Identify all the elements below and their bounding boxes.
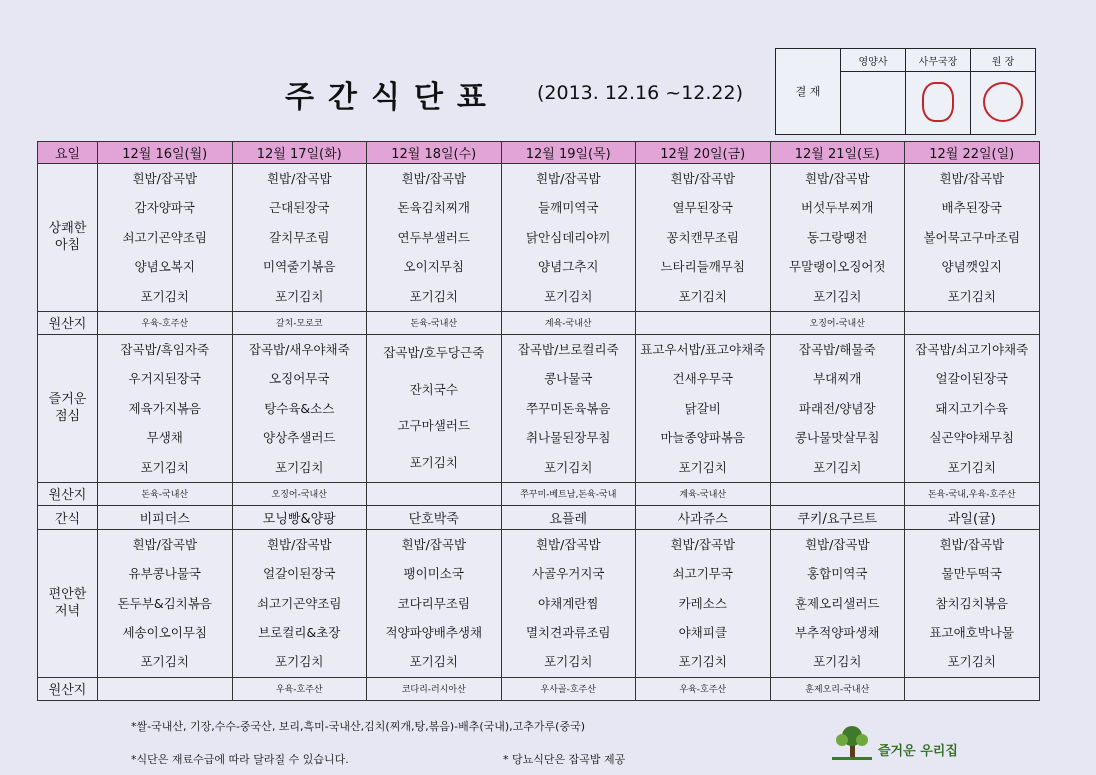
- dish-item: 유부콩나물국: [128, 566, 201, 582]
- snack-cell: 사과쥬스: [636, 505, 771, 529]
- dish-item: 우거지된장국: [128, 371, 201, 387]
- dish-item: 흰밥/잡곡밥: [266, 171, 332, 186]
- dish-item: 코다리무조림: [397, 595, 470, 611]
- dish-item: 잡곡밥/해물죽: [798, 341, 876, 357]
- dish-item: 파래전/양념장: [798, 400, 876, 416]
- dish-item: 멸치견과류조림: [525, 625, 611, 641]
- dish-item: 오징어무국: [269, 371, 330, 387]
- dish-item: 고구마샐러드: [397, 418, 470, 434]
- origin-cell: 돈육-국내산: [98, 482, 233, 505]
- approval-role-director: 원 장: [971, 49, 1036, 72]
- origin-cell: [98, 677, 233, 700]
- dish-item: 포기김치: [813, 288, 862, 304]
- dish-item: 부추적양파생채: [794, 625, 880, 641]
- snack-label: 간식: [38, 505, 98, 529]
- lunch-origin-row: [38, 482, 1040, 505]
- dish-item: 포기김치: [544, 459, 593, 475]
- day-header-3: 12월 19일(목): [501, 142, 636, 164]
- dish-item: 포기김치: [544, 654, 593, 670]
- day-header-6: 12월 22일(일): [905, 142, 1040, 164]
- breakfast-row: [38, 164, 1040, 312]
- dish-item: 흰밥/잡곡밥: [670, 171, 736, 186]
- lunch-day-cell: [770, 334, 905, 482]
- dish-item: 흰밥/잡곡밥: [804, 171, 870, 186]
- dish-item: 포기김치: [678, 459, 727, 475]
- dish-item: 들깨미역국: [538, 200, 599, 216]
- dish-item: 닭안심데리야끼: [525, 229, 611, 245]
- note-menu-change: *식단은 재료수급에 따라 달라질 수 있습니다.: [131, 753, 349, 766]
- page-title: 주간식단표: [285, 80, 500, 115]
- day-header-4: 12월 20일(금): [636, 142, 771, 164]
- note-origin: *쌀-국내산, 기장,수수-중국산, 보리,흑미-국내산,김치(찌개,탕,볶음)-배추(국내),고추가루(중국): [131, 720, 585, 733]
- dish-item: 흰밥/잡곡밥: [401, 171, 467, 186]
- dish-item: 포기김치: [813, 654, 862, 670]
- lunch-day-cell: [501, 334, 636, 482]
- dish-item: 흰밥/잡곡밥: [535, 536, 601, 552]
- dish-item: 훈제오리샐러드: [794, 595, 880, 611]
- dish-item: 표고애호박나물: [929, 625, 1015, 641]
- dinner-label: [38, 529, 98, 677]
- dish-item: 흰밥/잡곡밥: [535, 171, 601, 186]
- dish-item: 닭갈비: [684, 400, 721, 416]
- snack-cell: 쿠키/요구르트: [770, 505, 905, 529]
- origin-label: 원산지: [38, 677, 98, 700]
- snack-cell: 단호박죽: [367, 505, 502, 529]
- dish-item: 돈두부&김치볶음: [117, 595, 212, 611]
- day-header-2: 12월 18일(수): [367, 142, 502, 164]
- day-header-label: 요일: [38, 142, 98, 164]
- dish-item: 잔치국수: [409, 381, 458, 397]
- origin-cell: [905, 311, 1040, 334]
- dish-item: 얼갈이된장국: [263, 566, 336, 582]
- origin-cell: 계육-국내산: [501, 311, 636, 334]
- dish-item: 부대찌개: [813, 371, 862, 387]
- dish-item: 홍합미역국: [807, 566, 868, 582]
- weekly-menu-table: [37, 141, 1040, 701]
- dish-item: 포기김치: [409, 288, 458, 304]
- breakfast-day-cell: [501, 164, 636, 312]
- origin-label: 원산지: [38, 482, 98, 505]
- origin-cell: 돈육-국내,우육-호주산: [905, 482, 1040, 505]
- lunch-day-cell: [232, 334, 367, 482]
- origin-cell: [770, 482, 905, 505]
- dish-item: 포기김치: [947, 654, 996, 670]
- breakfast-origin-row: [38, 311, 1040, 334]
- dish-item: 쇠고기무국: [672, 566, 733, 582]
- breakfast-label-line: 상쾌한: [48, 221, 87, 237]
- origin-cell: 훈제오리-국내산: [770, 677, 905, 700]
- dish-item: 흰밥/잡곡밥: [939, 536, 1005, 552]
- approval-role-dietitian: 영양사: [841, 49, 906, 72]
- day-header-0: 12월 16일(월): [98, 142, 233, 164]
- tree-logo-icon: [828, 724, 876, 764]
- dish-item: 버섯두부찌개: [801, 200, 874, 216]
- dish-item: 취나물된장무침: [525, 430, 611, 446]
- dish-item: 무생채: [146, 430, 183, 446]
- dinner-day-cell: [636, 529, 771, 677]
- origin-cell: 오징어-국내산: [770, 311, 905, 334]
- dish-item: 근대된장국: [269, 200, 330, 216]
- dish-item: 돈육김치찌개: [397, 200, 470, 216]
- dish-item: 흰밥/잡곡밥: [401, 536, 467, 552]
- dish-item: 쇠고기곤약조림: [256, 595, 342, 611]
- dish-item: 건새우무국: [672, 371, 733, 387]
- dish-item: 콩나물국: [544, 371, 593, 387]
- dish-item: 마늘종양파볶음: [660, 430, 746, 446]
- dinner-day-cell: [367, 529, 502, 677]
- day-header-1: 12월 17일(화): [232, 142, 367, 164]
- dish-item: 잡곡밥/흑임자죽: [120, 341, 210, 357]
- snack-cell: 비피더스: [98, 505, 233, 529]
- dish-item: 흰밥/잡곡밥: [132, 536, 198, 552]
- dish-item: 흰밥/잡곡밥: [266, 536, 332, 552]
- dish-item: 얼갈이된장국: [935, 371, 1008, 387]
- origin-cell: [636, 311, 771, 334]
- dish-item: 열무된장국: [672, 200, 733, 216]
- origin-cell: [367, 482, 502, 505]
- dish-item: 연두부샐러드: [397, 229, 470, 245]
- dish-item: 포기김치: [275, 288, 324, 304]
- day-header-row: [38, 142, 1040, 164]
- dish-item: 야채계란찜: [538, 595, 599, 611]
- dish-item: 포기김치: [544, 288, 593, 304]
- dish-item: 갈치무조림: [269, 229, 330, 245]
- dish-item: 오이지무침: [403, 259, 464, 275]
- lunch-day-cell: [367, 334, 502, 482]
- origin-cell: 오징어-국내산: [232, 482, 367, 505]
- dish-item: 잡곡밥/새우야채죽: [248, 341, 350, 357]
- lunch-day-cell: [636, 334, 771, 482]
- lunch-label: [38, 334, 98, 482]
- dish-item: 포기김치: [140, 654, 189, 670]
- origin-cell: 우육-호주산: [636, 677, 771, 700]
- origin-cell: 갈치-모로코: [232, 311, 367, 334]
- dish-item: 포기김치: [275, 654, 324, 670]
- lunch-label-line: 점심: [54, 409, 81, 425]
- dish-item: 참치김치볶음: [935, 595, 1008, 611]
- dish-item: 미역줄기볶음: [263, 259, 336, 275]
- dish-item: 적양파양배추생채: [385, 625, 483, 641]
- dish-item: 배추된장국: [941, 200, 1002, 216]
- dish-item: 잡곡밥/브로컬리죽: [517, 341, 619, 357]
- dish-item: 감자양파국: [134, 200, 195, 216]
- origin-cell: [905, 677, 1040, 700]
- dish-item: 꽁치캔무조림: [666, 229, 739, 245]
- seal-stamp: [983, 82, 1023, 122]
- dish-item: 탕수육&소스: [264, 400, 335, 416]
- breakfast-day-cell: [367, 164, 502, 312]
- breakfast-label-line: 아침: [54, 238, 81, 254]
- date-range: (2013. 12.16 ~12.22): [537, 82, 744, 104]
- dish-item: 실곤약야채무침: [929, 430, 1015, 446]
- dish-item: 양념깻잎지: [941, 259, 1002, 275]
- origin-cell: 계육-국내산: [636, 482, 771, 505]
- dish-item: 흰밥/잡곡밥: [670, 536, 736, 552]
- dinner-label-line: 편안한: [48, 587, 87, 603]
- dish-item: 브로컬리&초장: [258, 625, 341, 641]
- dish-item: 포기김치: [947, 459, 996, 475]
- dish-item: 포기김치: [678, 288, 727, 304]
- dish-item: 포기김치: [140, 288, 189, 304]
- origin-cell: 우육-호주산: [232, 677, 367, 700]
- dish-item: 느타리들깨무침: [660, 259, 746, 275]
- dinner-row: [38, 529, 1040, 677]
- dish-item: 제육가지볶음: [128, 400, 201, 416]
- seal-stamp: [922, 82, 954, 122]
- dish-item: 무말랭이오징어젓: [788, 259, 886, 275]
- origin-cell: 쭈꾸미-베트남,돈육-국내: [501, 482, 636, 505]
- dish-item: 포기김치: [409, 654, 458, 670]
- lunch-day-cell: [98, 334, 233, 482]
- dish-item: 흰밥/잡곡밥: [804, 536, 870, 552]
- dish-item: 흰밥/잡곡밥: [939, 171, 1005, 186]
- dinner-label-line: 저녁: [54, 604, 81, 620]
- dinner-day-cell: [98, 529, 233, 677]
- breakfast-day-cell: [98, 164, 233, 312]
- dish-item: 양념오복지: [134, 259, 195, 275]
- lunch-row: [38, 334, 1040, 482]
- dish-item: 포기김치: [409, 454, 458, 470]
- origin-label: 원산지: [38, 311, 98, 334]
- dish-item: 세송이오이무침: [122, 625, 208, 641]
- dinner-day-cell: [770, 529, 905, 677]
- dish-item: 포기김치: [678, 654, 727, 670]
- dinner-origin-row: [38, 677, 1040, 700]
- day-header-5: 12월 21일(토): [770, 142, 905, 164]
- breakfast-day-cell: [232, 164, 367, 312]
- lunch-label-line: 즐거운: [48, 392, 87, 408]
- logo: [828, 724, 1028, 764]
- approval-box: [775, 48, 1036, 135]
- dish-item: 표고우서밥/표고야채죽: [640, 341, 766, 357]
- dish-item: 포기김치: [140, 459, 189, 475]
- dinner-day-cell: [232, 529, 367, 677]
- logo-text: 즐거운 우리집: [878, 744, 958, 759]
- dish-item: 팽이미소국: [403, 566, 464, 582]
- snack-cell: 과일(귤): [905, 505, 1040, 529]
- dish-item: 양념그추지: [538, 259, 599, 275]
- snack-row: [38, 505, 1040, 529]
- snack-cell: 모닝빵&양팡: [232, 505, 367, 529]
- approval-sign-dietitian: [841, 72, 906, 135]
- lunch-day-cell: [905, 334, 1040, 482]
- dish-item: 동그랑땡전: [807, 229, 868, 245]
- breakfast-day-cell: [636, 164, 771, 312]
- snack-cell: 요플레: [501, 505, 636, 529]
- approval-role-office-manager: 사무국장: [906, 49, 971, 72]
- origin-cell: 돈육-국내산: [367, 311, 502, 334]
- dish-item: 쭈꾸미돈육볶음: [525, 400, 611, 416]
- breakfast-day-cell: [905, 164, 1040, 312]
- dish-item: 잡곡밥/쇠고기야채죽: [915, 341, 1029, 357]
- dinner-day-cell: [905, 529, 1040, 677]
- dish-item: 볼어묵고구마조림: [923, 229, 1021, 245]
- dish-item: 흰밥/잡곡밥: [132, 171, 198, 186]
- approval-label: 결 재: [776, 49, 841, 135]
- approval-sign-director: [971, 72, 1036, 135]
- origin-cell: 코다리-러시아산: [367, 677, 502, 700]
- dish-item: 야채피클: [678, 625, 727, 641]
- approval-sign-office-manager: [906, 72, 971, 135]
- dish-item: 포기김치: [947, 288, 996, 304]
- dish-item: 포기김치: [813, 459, 862, 475]
- dish-item: 포기김치: [275, 459, 324, 475]
- breakfast-day-cell: [770, 164, 905, 312]
- dish-item: 콩나물맛살무침: [794, 430, 880, 446]
- note-diabetes: * 당뇨식단은 잡곡밥 제공: [503, 753, 626, 766]
- breakfast-label: [38, 164, 98, 312]
- dish-item: 물만두떡국: [941, 566, 1002, 582]
- dish-item: 잡곡밥/호두당근죽: [383, 345, 485, 361]
- origin-cell: 우육-호주산: [98, 311, 233, 334]
- origin-cell: 우사골-호주산: [501, 677, 636, 700]
- dinner-day-cell: [501, 529, 636, 677]
- dish-item: 돼지고기수육: [935, 400, 1008, 416]
- dish-item: 쇠고기곤약조림: [122, 229, 208, 245]
- dish-item: 카레소스: [678, 595, 727, 611]
- dish-item: 양상추샐러드: [263, 430, 336, 446]
- dish-item: 사골우거지국: [532, 566, 605, 582]
